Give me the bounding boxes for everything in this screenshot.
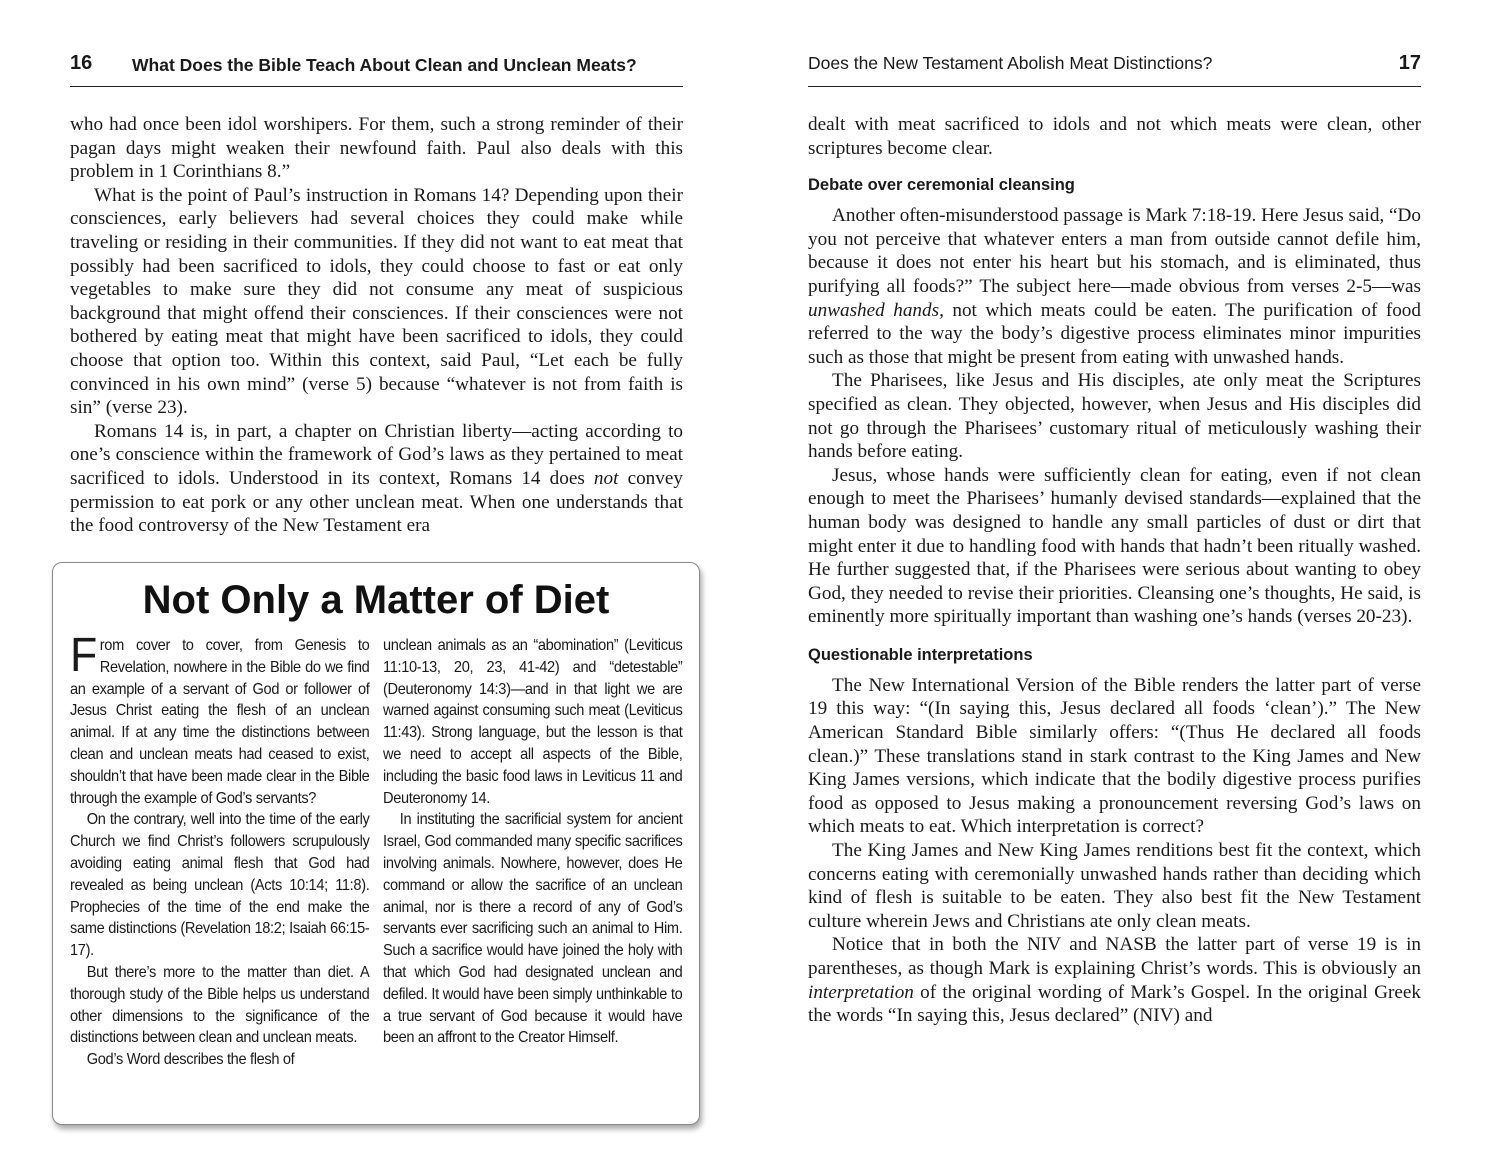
page-number-right: 17 [1398,52,1421,74]
emphasis: unwashed hands, [808,299,944,321]
sidebar-paragraph: On the contrary, well into the time of the early Church we find Christ’s followers scrupulously avoiding eating animal flesh that God had revealed as being unclean (Acts 10:14; 11:8). Prophecies of the time of the end make the same distinctions (Revelation 18:2; Isaiah 66:15-17). [70,811,370,960]
sidebar-paragraph: unclean animals as an “abomination” (Leviticus 11:10-13, 20, 23, 41-42) and “detestable” (Deuteronomy 14:3)—and in that light we are warned against consuming such meat (Leviticus 11:43). Strong language, but the lesson is that we need to accept all aspects of the Bible, including the basic food laws in Leviticus 11 and Deuteronomy 14. [383,637,683,807]
sidebar-paragraph: In instituting the sacrificial system for ancient Israel, God commanded many specific sacrifices involving animals. Nowhere, however, does He command or allow the sacrifice of an unclean animal, nor is there a record of any of God’s servants ever sacrificing such an animal to Him. Such a sacrifice would have joined the holy with that which God had designated unclean and defiled. It would have been simply unthinkable to a true servant of God because it would have been an affront to the Creator Himself. [383,811,683,1047]
running-title-left: What Does the Bible Teach About Clean and Unclean Meats? [132,55,637,75]
paragraph: The Pharisees, like Jesus and His disciples, ate only meat the Scriptures specified as clean. They objected, however, when Jesus and His disciples did not go through the Pharisees’ customary ritual of meticulously washing their hands before eating. [808,370,1421,463]
sidebar-paragraph [70,629,370,809]
right-page [808,0,1421,1172]
sidebar-column-1 [70,629,370,1071]
paragraph: Jesus, whose hands were sufficiently clean for eating, even if not clean enough to meet the Pharisees’ humanly devised standards—explained that the human body was designed to handle any small particles of dust or dirt that might enter it due to handling food with hands that hadn’t been ritually washed. He further suggested that, if the Pharisees were serious about wanting to obey God, they needed to revise their priorities. Cleansing one’s thoughts, He said, is eminently more spiritually important than washing one’s hands (verses 20-23). [808,464,1421,628]
text-run: Notice that in both the NIV and NASB the latter part of verse 19 is in parentheses, as though Mark is explaining Christ’s words. This is obviously an [808,934,1421,979]
sidebar-paragraph: But there’s more to the matter than diet. A thorough study of the Bible helps us understand other dimensions to the significance of the distinctions between clean and unclean meats. [70,963,370,1047]
text-run: Romans 14 is, in part, a chapter on Christian liberty—acting according to one’s conscience within the framework of God’s laws as they pertained to meat sacrificed to idols. Understood in its context, Romans 14 does [70,420,683,489]
page-number-left: 16 [70,52,93,74]
emphasis: interpretation [808,981,914,1003]
sidebar-paragraph: God’s Word describes the flesh of [86,1051,295,1069]
text-run: rom cover to cover, from Genesis to Revelation, nowhere in the Bible do we find an example of a servant of God or follower of Jesus Christ eating the flesh of an unclean animal. If at any time the distinctions between clean and unclean meats had ceased to exist, shouldn’t that have been made clear in the Bible through the example of God’s servants? [70,637,370,807]
running-title-right: Does the New Testament Abolish Meat Distinctions? [808,53,1213,73]
paragraph: The King James and New King James renditions best fit the context, which concerns eating with ceremonially unwashed hands rather than deciding which kind of flesh is suitable to be eaten. They also best fit the New Testament culture wherein Jews and Christians ate only clean meats. [808,840,1421,932]
sidebar-box [52,562,700,1125]
sidebar-column-2 [383,635,682,1049]
paragraph [70,420,683,538]
right-body-text [808,113,1421,1028]
paragraph: The New International Version of the Bible renders the latter part of verse 19 this way: “(In saying this, Jesus declared all foods ‘clean’).” The New American Standard Bible similarly offers: “(Thus He declared all foods clean.)” These translations stand in stark contrast to the King James and New King James versions, which indicate that the bodily digestive process purifies food as opposed to Jesus making a pronouncement reversing God’s laws on which meats to eat. Which interpretation is correct? [808,674,1421,838]
text-run: not which meats could be eaten. The purification of food referred to the way the body’s digestive process eliminates minor impurities such as those that might be present from eating with unwashed hands. [808,299,1421,368]
text-run: convey permission to eat pork or any other unclean meat. When one understands that the food controversy of the New Testament era [70,467,683,537]
emphasis: not [593,467,619,489]
section-heading: Questionable interpretations [808,645,1033,664]
text-run: Another often-misunderstood passage is Mark 7:18-19. Here Jesus said, “Do you not perceive that whatever enters a man from outside cannot defile him, because it does not enter his heart but his stomach, and is eliminated, thus purifying all foods?” The subject here—made obvious from verses 2-5—was [808,205,1421,297]
paragraph: dealt with meat sacrificed to idols and not which meats were clean, other scriptures become clear. [808,114,1421,159]
paragraph [808,204,1421,369]
left-running-head [70,50,683,87]
paragraph [808,933,1421,1027]
text-run: of the original wording of Mark’s Gospel. In the original Greek the words “In saying this, Jesus declared” (NIV) and [808,981,1421,1027]
right-running-head [808,50,1421,87]
paragraph: who had once been idol worshipers. For them, such a strong reminder of their pagan days might weaken their newfound faith. Paul also deals with this problem in 1 Corinthians 8.” [70,114,683,183]
paragraph: What is the point of Paul’s instruction in Romans 14? Depending upon their consciences, early believers had several choices they could make while traveling or residing in their communities. If they did not want to eat meat that possibly had been sacrificed to idols, they could choose to fast or eat only vegetables to make sure they did not consume any meat of suspicious background that might offend their consciences. If their consciences were not bothered by eating meat that might have been sacrificed to idols, they could choose that option too. Within this context, said Paul, “Let each be fully convinced in his own mind” (verse 5) because “whatever is not from faith is sin” (verse 23). [70,184,683,419]
drop-cap: F [70,629,97,682]
section-heading: Debate over ceremonial cleansing [808,176,1075,195]
left-body-text [70,113,683,538]
sidebar-title: Not Only a Matter of Diet [142,578,610,622]
